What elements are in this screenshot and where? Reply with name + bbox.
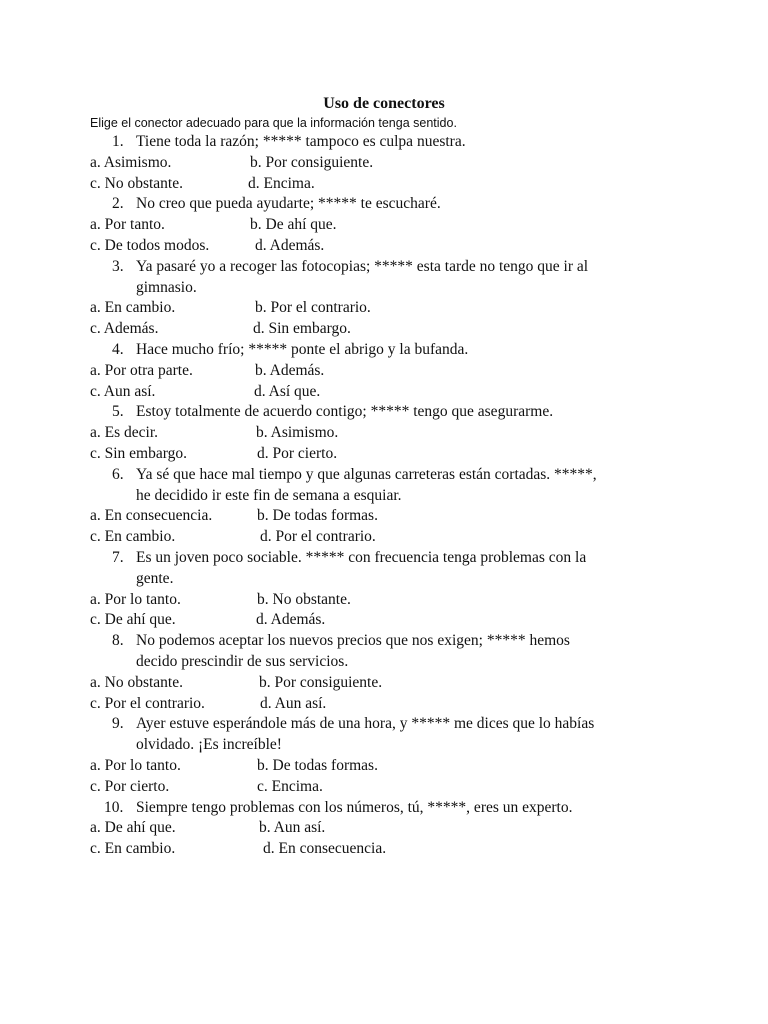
answer-option: b. Aun así. xyxy=(259,819,326,837)
answer-option: c. De todos modos. xyxy=(90,236,210,254)
question-item xyxy=(90,132,690,194)
answer-option: c. Por el contrario. xyxy=(90,694,205,712)
question-text: No podemos aceptar los nuevos precios que nos exigen; ***** hemos xyxy=(136,632,570,650)
answer-option: a. Es decir. xyxy=(90,424,159,442)
question-text-line xyxy=(90,278,690,299)
question-item xyxy=(90,548,690,631)
answer-option: d. Además. xyxy=(255,236,325,254)
question-text: Ayer estuve esperándole más de una hora, y ***** me dices que lo habías xyxy=(136,715,595,733)
answer-options-row xyxy=(90,298,690,319)
question-number: 9. xyxy=(112,715,124,733)
question-number: 7. xyxy=(112,548,124,566)
question-item xyxy=(90,402,690,464)
answer-options-row xyxy=(90,153,690,174)
answer-options-row xyxy=(90,756,690,777)
answer-option: c. Sin embargo. xyxy=(90,444,188,462)
answer-options-row xyxy=(90,527,690,548)
question-text-line xyxy=(90,257,690,278)
answer-option: d. Por el contrario. xyxy=(260,528,376,546)
question-number: 6. xyxy=(112,465,124,483)
answer-options-row xyxy=(90,694,690,715)
question-item xyxy=(90,257,690,340)
answer-option: c. De ahí que. xyxy=(90,611,176,629)
answer-option: b. De todas formas. xyxy=(257,507,378,525)
question-item xyxy=(90,798,690,860)
answer-option: b. Asimismo. xyxy=(256,424,339,442)
question-text: Es un joven poco sociable. ***** con frecuencia tenga problemas con la xyxy=(136,548,587,566)
question-number: 8. xyxy=(112,632,124,650)
question-number: 5. xyxy=(112,403,124,421)
answer-options-row xyxy=(90,444,690,465)
answer-option: d. Por cierto. xyxy=(257,444,338,462)
answer-option: b. No obstante. xyxy=(257,590,351,608)
answer-option: b. De todas formas. xyxy=(257,756,378,774)
question-text-line xyxy=(90,132,690,153)
question-text: gimnasio. xyxy=(136,278,197,296)
answer-option: b. Además. xyxy=(255,361,325,379)
answer-option: a. Por lo tanto. xyxy=(90,756,181,774)
question-text: Siempre tengo problemas con los números, tú, *****, eres un experto. xyxy=(136,798,573,816)
page-title: Uso de conectores xyxy=(323,95,445,112)
answer-options-row xyxy=(90,818,690,839)
question-text-line xyxy=(90,631,690,652)
answer-options-row xyxy=(90,777,690,798)
answer-option: b. De ahí que. xyxy=(250,216,337,234)
question-text: Hace mucho frío; ***** ponte el abrigo y la bufanda. xyxy=(136,340,469,358)
question-text: decido prescindir de sus servicios. xyxy=(136,652,349,670)
answer-option: c. Además. xyxy=(90,320,159,338)
answer-option: c. Encima. xyxy=(257,777,323,795)
question-text: Tiene toda la razón; ***** tampoco es culpa nuestra. xyxy=(136,133,466,150)
question-number: 3. xyxy=(112,257,124,275)
question-text: he decidido ir este fin de semana a esquiar. xyxy=(136,486,402,504)
answer-option: d. Aun así. xyxy=(260,694,327,712)
answer-option: d. Así que. xyxy=(254,382,321,400)
question-text-line xyxy=(90,548,690,569)
question-number: 4. xyxy=(112,340,124,358)
answer-option: c. En cambio. xyxy=(90,528,176,546)
question-text-line xyxy=(90,402,690,423)
answer-options-row xyxy=(90,610,690,631)
answer-option: b. Por consiguiente. xyxy=(250,153,374,171)
answer-options-row xyxy=(90,590,690,611)
question-text-line xyxy=(90,735,690,756)
answer-options-row xyxy=(90,361,690,382)
answer-options-row xyxy=(90,839,690,860)
question-text: No creo que pueda ayudarte; ***** te escucharé. xyxy=(136,195,441,213)
question-item xyxy=(90,465,690,548)
question-text: Ya pasaré yo a recoger las fotocopias; ***** esta tarde no tengo que ir al xyxy=(136,257,589,275)
question-text-line xyxy=(90,652,690,673)
answer-options-row xyxy=(90,506,690,527)
instructions: Elige el conector adecuado para que la información tenga sentido. xyxy=(90,116,457,130)
answer-option: a. No obstante. xyxy=(90,673,183,691)
answer-option: a. Por otra parte. xyxy=(90,361,193,379)
question-item xyxy=(90,714,690,797)
question-text-line xyxy=(90,798,690,819)
answer-options-row xyxy=(90,673,690,694)
answer-option: d. Además. xyxy=(256,611,326,629)
answer-options-row xyxy=(90,319,690,340)
answer-option: c. No obstante. xyxy=(90,174,183,192)
question-item xyxy=(90,340,690,402)
answer-option: d. Sin embargo. xyxy=(253,320,351,338)
answer-option: c. Por cierto. xyxy=(90,777,170,795)
question-number: 1. xyxy=(112,133,124,150)
question-item xyxy=(90,194,690,256)
answer-option: b. Por consiguiente. xyxy=(259,673,383,691)
answer-option: c. Aun así. xyxy=(90,382,156,400)
question-number: 10. xyxy=(104,798,124,816)
question-text: Estoy totalmente de acuerdo contigo; ***** tengo que asegurarme. xyxy=(136,403,554,421)
answer-option: a. Por tanto. xyxy=(90,216,165,234)
question-text: Ya sé que hace mal tiempo y que algunas carreteras están cortadas. *****, xyxy=(136,465,597,483)
question-text-line xyxy=(90,486,690,507)
answer-options-row xyxy=(90,174,690,195)
question-text: olvidado. ¡Es increíble! xyxy=(136,736,282,754)
answer-option: b. Por el contrario. xyxy=(255,299,371,317)
answer-options-row xyxy=(90,236,690,257)
question-number: 2. xyxy=(112,195,124,213)
question-text-line xyxy=(90,340,690,361)
question-text-line xyxy=(90,569,690,590)
answer-option: a. En consecuencia. xyxy=(90,507,213,525)
answer-options-row xyxy=(90,382,690,403)
question-text: gente. xyxy=(136,569,174,587)
answer-option: a. Por lo tanto. xyxy=(90,590,181,608)
answer-options-row xyxy=(90,423,690,444)
question-text-line xyxy=(90,194,690,215)
answer-option: d. En consecuencia. xyxy=(263,840,387,858)
question-list xyxy=(90,132,690,860)
answer-options-row xyxy=(90,215,690,236)
answer-option: a. En cambio. xyxy=(90,299,176,317)
question-item xyxy=(90,631,690,714)
answer-option: a. De ahí que. xyxy=(90,819,176,837)
answer-option: d. Encima. xyxy=(248,174,315,192)
answer-option: a. Asimismo. xyxy=(90,153,172,171)
answer-option: c. En cambio. xyxy=(90,840,176,858)
question-text-line xyxy=(90,465,690,486)
question-text-line xyxy=(90,714,690,735)
